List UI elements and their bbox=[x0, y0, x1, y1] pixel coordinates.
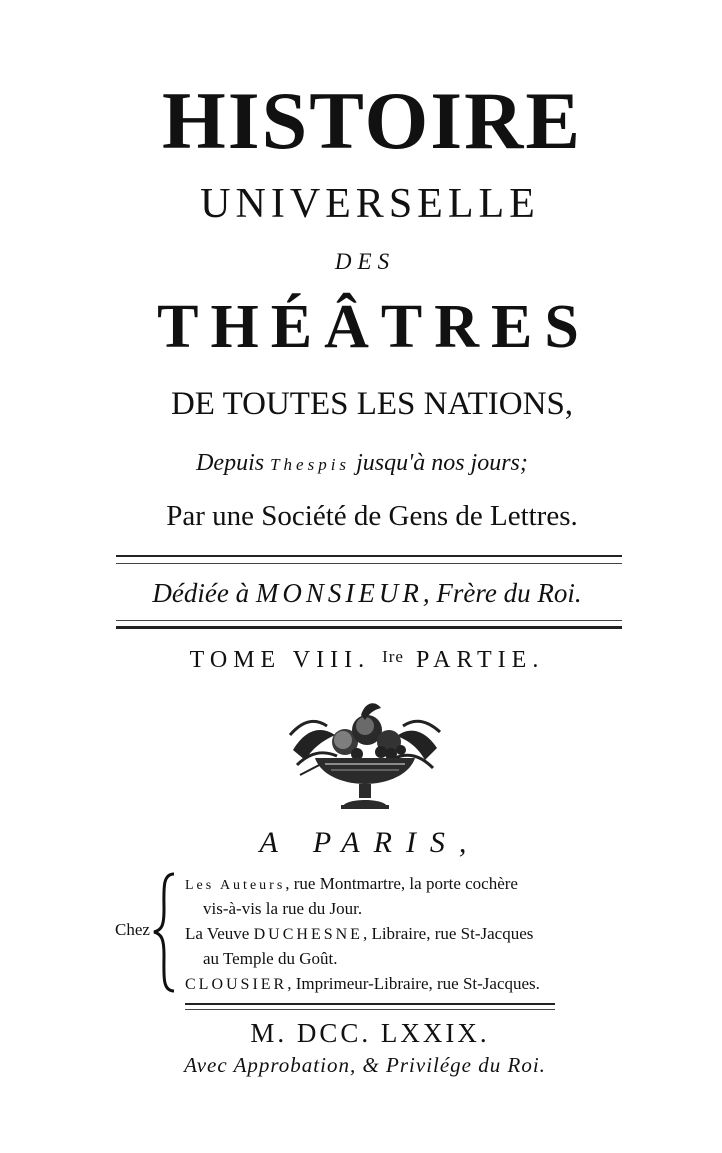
title-nations: DE TOUTES LES NATIONS, bbox=[170, 386, 574, 422]
imprint-clousier: CLOUSIER bbox=[185, 976, 288, 993]
imprint-line-1 bbox=[185, 875, 518, 893]
double-rule-bottom bbox=[185, 1003, 555, 1010]
imprint-line-3-post: , Libraire, rue St-Jacques bbox=[362, 924, 534, 943]
imprint-auteurs: Les Auteurs bbox=[185, 878, 286, 893]
imprint-line-3 bbox=[185, 925, 533, 943]
volume-partie: PARTIE. bbox=[415, 647, 545, 673]
subtitle-societe: Par une Société de Gens de Lettres. bbox=[166, 500, 578, 532]
double-rule-top bbox=[116, 555, 622, 564]
dedication-pre: Dédiée à bbox=[152, 578, 256, 608]
dedication bbox=[112, 580, 622, 607]
title-des: DES bbox=[334, 249, 396, 274]
imprint-line-5-post: , Imprimeur-Libraire, rue St-Jacques. bbox=[287, 974, 540, 993]
subtitle-depuis bbox=[112, 451, 612, 475]
volume-tome: TOME VIII. bbox=[189, 647, 371, 673]
subtitle-depuis-post: jusqu'à nos jours; bbox=[350, 450, 528, 476]
imprint-city: A PARIS, bbox=[259, 826, 481, 859]
imprint-privilege: Avec Approbation, & Privilége du Roi. bbox=[184, 1053, 546, 1077]
curly-brace-icon bbox=[150, 870, 180, 995]
imprint-duchesne: DUCHESNE bbox=[253, 926, 363, 943]
volume-line bbox=[112, 648, 622, 672]
imprint-line-5 bbox=[185, 975, 540, 993]
imprint-line-3-pre: La Veuve bbox=[185, 924, 254, 943]
subtitle-thespis: Thespis bbox=[270, 455, 351, 474]
imprint-line-4: au Temple du Goût. bbox=[203, 949, 338, 968]
volume-sup: Ire bbox=[382, 647, 404, 666]
subtitle-depuis-pre: Depuis bbox=[196, 450, 271, 476]
imprint-date: M. DCC. LXXIX. bbox=[250, 1018, 490, 1048]
imprint-line-2: vis-à-vis la rue du Jour. bbox=[203, 899, 363, 918]
title-universelle: UNIVERSELLE bbox=[200, 181, 540, 227]
fruit-basket-vignette-icon bbox=[285, 690, 445, 815]
title-histoire: HISTOIRE bbox=[161, 75, 583, 166]
title-theatres: THÉÂTRES bbox=[157, 293, 591, 361]
imprint-chez: Chez bbox=[115, 920, 150, 939]
dedication-name: MONSIEUR bbox=[255, 578, 423, 608]
imprint-line-1-rest: , rue Montmartre, la porte cochère bbox=[285, 874, 518, 893]
dedication-post: , Frère du Roi. bbox=[422, 578, 582, 608]
double-rule-middle bbox=[116, 620, 622, 629]
